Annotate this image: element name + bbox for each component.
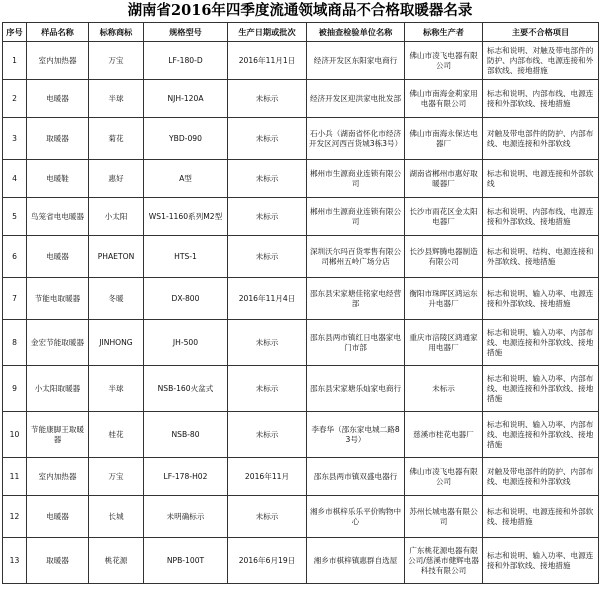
cell-producer: 佛山市凌飞电器有限公司	[405, 42, 483, 80]
cell-date: 未标示	[228, 236, 307, 278]
cell-inspected-unit: 邵东县两市镇红日电器家电门市部	[307, 320, 405, 366]
header-failed-items: 主要不合格项目	[483, 23, 599, 42]
cell-failed-items: 标志和说明、内部布线、电源连接和外部软线、接地措施	[483, 80, 599, 118]
cell-failed-items: 对触及带电部件的防护、内部布线、电源连接和外部软线	[483, 118, 599, 160]
cell-brand: 半球	[89, 366, 144, 412]
cell-sample-name: 金宏节能取暖器	[27, 320, 89, 366]
cell-brand: 菊花	[89, 118, 144, 160]
cell-inspected-unit: 深圳沃尔玛百货零售有限公司郴州五岭广场分店	[307, 236, 405, 278]
cell-brand: 长城	[89, 496, 144, 538]
table-row	[3, 236, 599, 278]
table-row	[3, 198, 599, 236]
header-date: 生产日期或批次	[228, 23, 307, 42]
cell-failed-items: 标志和说明、输入功率、电源连接和外部软线、接地措施	[483, 538, 599, 584]
cell-sample-name: 电暖器	[27, 236, 89, 278]
cell-no: 2	[3, 80, 27, 118]
cell-no: 13	[3, 538, 27, 584]
cell-inspected-unit: 李春华（邵东家电城二路83号）	[307, 412, 405, 458]
cell-sample-name: 电暖器	[27, 80, 89, 118]
cell-model: JH-500	[144, 320, 228, 366]
cell-brand: 惠好	[89, 160, 144, 198]
cell-no: 1	[3, 42, 27, 80]
cell-brand: JINHONG	[89, 320, 144, 366]
cell-model: 未明确标示	[144, 496, 228, 538]
cell-model: NSB-160火盆式	[144, 366, 228, 412]
cell-brand: 冬暖	[89, 278, 144, 320]
cell-no: 9	[3, 366, 27, 412]
cell-brand: PHAETON	[89, 236, 144, 278]
cell-model: YBD-090	[144, 118, 228, 160]
cell-producer: 长沙县辉腾电器制造有限公司	[405, 236, 483, 278]
cell-date: 未标示	[228, 496, 307, 538]
cell-sample-name: 电暖器	[27, 496, 89, 538]
cell-brand: 半球	[89, 80, 144, 118]
cell-model: HTS-1	[144, 236, 228, 278]
cell-failed-items: 标志和说明、输入功率、内部布线、电源连接和外部软线、接地措施	[483, 412, 599, 458]
cell-inspected-unit: 湘乡市棋梓镇惠群自选屋	[307, 538, 405, 584]
cell-date: 未标示	[228, 320, 307, 366]
cell-no: 11	[3, 458, 27, 496]
cell-brand: 桂花	[89, 412, 144, 458]
table-row	[3, 278, 599, 320]
cell-date: 2016年6月19日	[228, 538, 307, 584]
cell-model: A型	[144, 160, 228, 198]
cell-no: 8	[3, 320, 27, 366]
cell-producer: 衡阳市珠晖区鸿运东升电器厂	[405, 278, 483, 320]
cell-brand: 万宝	[89, 42, 144, 80]
cell-no: 5	[3, 198, 27, 236]
cell-model: NPB-100T	[144, 538, 228, 584]
cell-inspected-unit: 石小兵（湖南省怀化市经济开发区河西百货城3栋3号）	[307, 118, 405, 160]
cell-model: LF-180-D	[144, 42, 228, 80]
cell-producer: 佛山市南海永保达电器厂	[405, 118, 483, 160]
table-row	[3, 80, 599, 118]
cell-no: 7	[3, 278, 27, 320]
cell-model: DX-800	[144, 278, 228, 320]
cell-model: WS1-1160系列M2型	[144, 198, 228, 236]
cell-failed-items: 对触及带电部件的防护、内部布线、电源连接和外部软线	[483, 458, 599, 496]
table-row	[3, 42, 599, 80]
header-sample-name: 样品名称	[27, 23, 89, 42]
cell-producer: 佛山市南海金莉家用电器有限公司	[405, 80, 483, 118]
cell-sample-name: 取暖器	[27, 538, 89, 584]
cell-inspected-unit: 郴州市生源商业连锁有限公司	[307, 198, 405, 236]
cell-model: NSB-80	[144, 412, 228, 458]
cell-sample-name: 电暖鞋	[27, 160, 89, 198]
cell-sample-name: 鸟笼省电电暖器	[27, 198, 89, 236]
header-producer: 标称生产者	[405, 23, 483, 42]
cell-inspected-unit: 邵东县宋家塘佳铭家电经营部	[307, 278, 405, 320]
cell-producer: 长沙市雨花区金太阳电器厂	[405, 198, 483, 236]
header-no: 序号	[3, 23, 27, 42]
cell-date: 未标示	[228, 198, 307, 236]
cell-producer: 未标示	[405, 366, 483, 412]
cell-producer: 苏州长城电器有限公司	[405, 496, 483, 538]
table-row	[3, 320, 599, 366]
cell-brand: 小太阳	[89, 198, 144, 236]
cell-failed-items: 标志和说明、电源连接和外部软线、接地措施	[483, 496, 599, 538]
cell-inspected-unit: 湘乡市棋梓乐乐平价购物中心	[307, 496, 405, 538]
table-row	[3, 366, 599, 412]
cell-failed-items: 标志和说明、输入功率、电源连接和外部软线、接地措施	[483, 278, 599, 320]
cell-failed-items: 标志和说明、内部布线、电源连接和外部软线、接地措施	[483, 198, 599, 236]
cell-failed-items: 标志和说明、输入功率、内部布线、电源连接和外部软线、接地措施	[483, 320, 599, 366]
cell-date: 未标示	[228, 118, 307, 160]
noncompliant-heater-table	[2, 22, 599, 584]
cell-date: 未标示	[228, 412, 307, 458]
cell-sample-name: 小太阳取暖器	[27, 366, 89, 412]
cell-date: 2016年11月1日	[228, 42, 307, 80]
cell-sample-name: 节能康脚王取暖器	[27, 412, 89, 458]
cell-no: 3	[3, 118, 27, 160]
table-row	[3, 496, 599, 538]
header-inspected-unit: 被抽查检验单位名称	[307, 23, 405, 42]
document-title: 湖南省2016年四季度流通领域商品不合格取暖器名录	[127, 2, 473, 19]
cell-inspected-unit: 郴州市生源商业连锁有限公司	[307, 160, 405, 198]
cell-date: 未标示	[228, 160, 307, 198]
cell-date: 2016年11月	[228, 458, 307, 496]
cell-producer: 广东桃花源电器有限公司/慈溪市健辉电器科技有限公司	[405, 538, 483, 584]
cell-failed-items: 标志和说明、对触及带电部件的防护、内部布线、电源连接和外部软线、接地措施	[483, 42, 599, 80]
cell-model: NJH-120A	[144, 80, 228, 118]
table-row	[3, 118, 599, 160]
cell-producer: 慈溪市桂花电器厂	[405, 412, 483, 458]
cell-no: 12	[3, 496, 27, 538]
cell-no: 4	[3, 160, 27, 198]
cell-model: LF-178-H02	[144, 458, 228, 496]
cell-date: 未标示	[228, 80, 307, 118]
header-brand: 标称商标	[89, 23, 144, 42]
table-row	[3, 458, 599, 496]
cell-inspected-unit: 经济开发区东阳家电商行	[307, 42, 405, 80]
cell-sample-name: 室内加热器	[27, 42, 89, 80]
table-row	[3, 160, 599, 198]
cell-sample-name: 节能电取暖器	[27, 278, 89, 320]
cell-failed-items: 标志和说明、电源连接和外部软线	[483, 160, 599, 198]
cell-brand: 万宝	[89, 458, 144, 496]
cell-date: 未标示	[228, 366, 307, 412]
cell-inspected-unit: 邵东县两市镇双盛电器行	[307, 458, 405, 496]
cell-producer: 湖南省郴州市惠好取暖器厂	[405, 160, 483, 198]
cell-no: 10	[3, 412, 27, 458]
table-row	[3, 412, 599, 458]
cell-brand: 桃花源	[89, 538, 144, 584]
cell-producer: 重庆市涪陵区鸿通家用电器厂	[405, 320, 483, 366]
cell-sample-name: 室内加热器	[27, 458, 89, 496]
cell-inspected-unit: 邵东县宋家塘乐灿家电商行	[307, 366, 405, 412]
cell-date: 2016年11月4日	[228, 278, 307, 320]
table-header-row	[3, 23, 599, 42]
cell-failed-items: 标志和说明、结构、电源连接和外部软线、接地措施	[483, 236, 599, 278]
table-row	[3, 538, 599, 584]
header-model: 规格型号	[144, 23, 228, 42]
cell-sample-name: 取暖器	[27, 118, 89, 160]
cell-inspected-unit: 经济开发区迎洪家电批发部	[307, 80, 405, 118]
cell-failed-items: 标志和说明、输入功率、内部布线、电源连接和外部软线、接地措施	[483, 366, 599, 412]
cell-producer: 佛山市凌飞电器有限公司	[405, 458, 483, 496]
cell-no: 6	[3, 236, 27, 278]
